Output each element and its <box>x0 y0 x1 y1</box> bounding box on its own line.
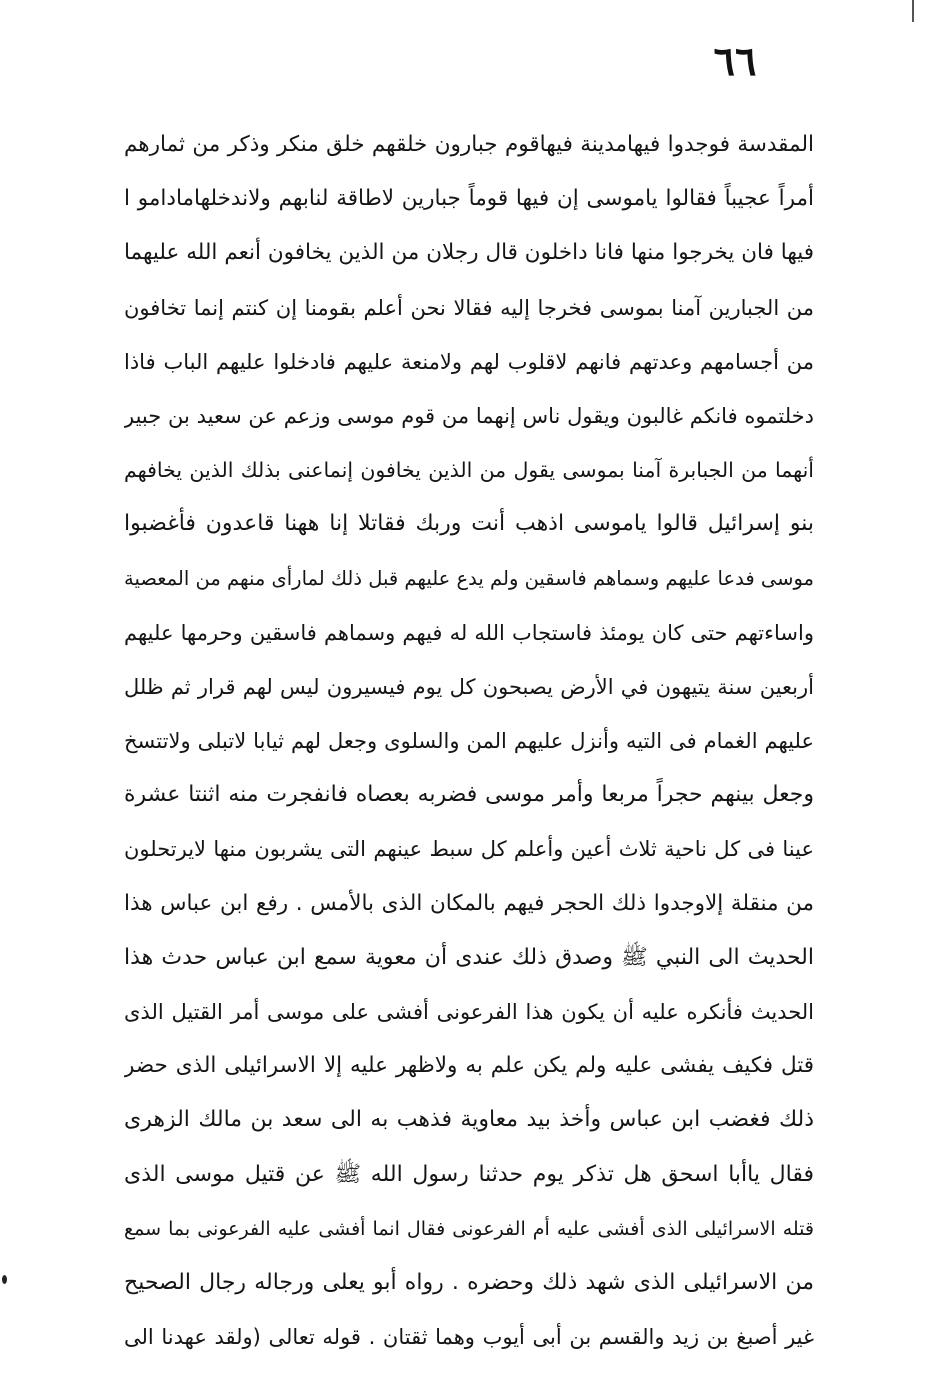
text-line: الحديث الى النبي ﷺ وصدق ذلك عندى أن معوية سمع ابن عباس حدث هذا <box>124 944 814 970</box>
text-line: وجعل بينهم حجراً مربعا وأمر موسى فضربه بعصاه فانفجرت منه اثنتا عشرة <box>124 782 814 808</box>
page-number: ٦٦ <box>713 38 757 85</box>
text-line: واساءتهم حتى كان يومئذ فاستجاب الله له فيهم وسماهم فاسقين وحرمها عليهم <box>124 620 814 645</box>
text-line: قتله الاسرائيلى الذى أفشى عليه أم الفرعونى فقال انما أفشى عليه الفرعونى بما سمع <box>124 1217 814 1240</box>
text-line: أمراً عجيباً فقالوا ياموسى إن فيها قوماً جبارين لاطاقة لنابهم ولاندخلهامادامو ا <box>124 186 814 212</box>
text-line: من منقلة إلاوجدوا ذلك الحجر فيهم بالمكان الذى بالأمس . رفع ابن عباس هذا <box>124 890 814 916</box>
text-line: من أجسامهم وعدتهم فانهم لاقلوب لهم ولامنعة عليهم فادخلوا عليهم الباب فاذا <box>124 349 814 374</box>
text-line: ذلك فغضب ابن عباس وأخذ بيد معاوية فذهب به الى سعد بن مالك الزهرى <box>124 1107 814 1133</box>
body-text <box>124 118 814 1364</box>
text-line: بنو إسرائيل قالوا ياموسى اذهب أنت وربك فقاتلا إنا ههنا قاعدون فأغضبوا <box>124 511 814 537</box>
text-line: قتل فكيف يفشى عليه ولم يكن علم به ولاظهر عليه إلا الاسرائيلى الذى حضر <box>124 1053 814 1079</box>
text-line: دخلتموه فانكم غالبون ويقول ناس إنهما من قوم موسى وزعم عن سعيد بن جبير <box>124 403 814 428</box>
scan-speck <box>2 1275 7 1284</box>
scan-edge-mark <box>912 0 914 22</box>
text-line: فيها فان يخرجوا منها فانا داخلون قال رجلان من الذين يخافون أنعم الله عليهما <box>124 240 814 266</box>
text-line: فقال ياأبا اسحق هل تذكر يوم حدثنا رسول الله ﷺ عن قتيل موسى الذى <box>124 1161 814 1187</box>
text-line: عليهم الغمام فى التيه وأنزل عليهم المن والسلوى وجعل لهم ثيابا لاتبلى ولاتتسخ <box>124 729 814 754</box>
text-line: المقدسة فوجدوا فيهامدينة فيهاقوم جبارون خلقهم خلق منكر وذكر من ثمارهم <box>124 132 814 157</box>
text-line: أنهما من الجبابرة آمنا بموسى يقول من الذين يخافون إنماعنى بذلك الذين يخافهم <box>124 458 814 483</box>
text-line: عينا فى كل ناحية ثلاث أعين وأعلم كل سبط عينهم التى يشربون منها لايرتحلون <box>124 837 814 862</box>
text-line: من الجبارين آمنا بموسى فخرجا إليه فقالا نحن أعلم بقومنا إن كنتم إنما تخافون <box>124 295 814 320</box>
text-line: غير أصبغ بن زيد والقسم بن أبى أيوب وهما ثقتان . قوله تعالى (ولقد عهدنا الى <box>124 1325 814 1350</box>
text-line: من الاسرائيلى الذى شهد ذلك وحضره . رواه أبو يعلى ورجاله رجال الصحيح <box>124 1269 814 1295</box>
text-line: موسى فدعا عليهم وسماهم فاسقين ولم يدع عليهم قبل ذلك لمارأى منهم من المعصية <box>124 566 814 590</box>
text-line: الحديث فأنكره عليه أن يكون هذا الفرعونى أفشى على موسى أمر القتيل الذى <box>124 1000 814 1024</box>
text-line: أربعين سنة يتيهون في الأرض يصبحون كل يوم فيسيرون ليس لهم قرار ثم ظلل <box>124 674 814 699</box>
